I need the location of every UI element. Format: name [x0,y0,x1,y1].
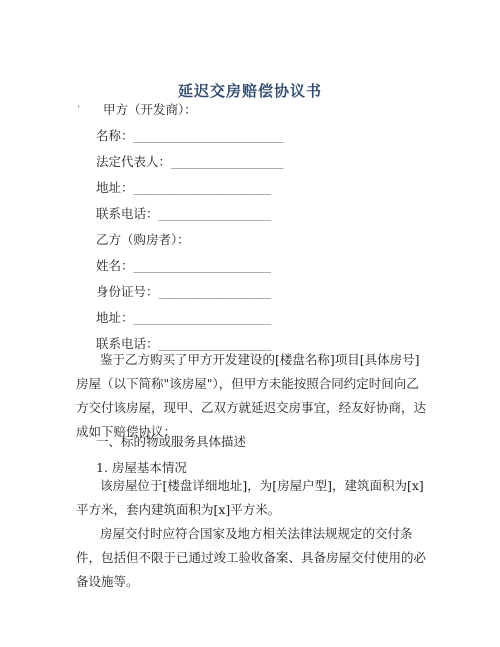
section-heading: 一、标的物或服务具体描述 [96,434,247,449]
party-b-id-blank: __________________ [158,284,272,299]
party-b-heading: 乙方（购房者）： [96,232,190,247]
party-b-phone-label: 联系电话： [96,336,159,351]
party-b-address-label: 地址： [96,310,134,325]
party-b-name-blank: ______________________ [133,258,272,273]
party-a-phone-blank: __________________ [158,206,272,221]
delivery-conditions-text: 房屋交付时应符合国家及地方相关法律法规规定的交付条件，包括但不限于已通过竣工验收备案、具备房屋交付使用的必备设施等。 [76,526,427,589]
party-a-rep-row [96,152,284,170]
party-b-address-row [96,308,271,326]
document-title: 延迟交房赔偿协议书 [177,82,322,100]
party-a-name-row [96,126,284,144]
party-a-phone-label: 联系电话： [96,206,159,221]
party-b-id-label: 身份证号： [96,284,159,299]
subsection-heading: 1. 房屋基本情况 [96,460,187,475]
party-a-address-label: 地址： [96,180,134,195]
party-b-address-blank: ______________________ [133,310,272,325]
intro-paragraph [76,348,426,444]
party-a-address-blank: ______________________ [133,180,272,195]
party-b-id-row [96,282,271,300]
party-a-address-row [96,178,271,196]
house-location-paragraph [76,474,426,522]
party-a-name-label: 名称： [96,128,134,143]
party-a-phone-row [96,204,271,222]
party-b-name-label: 姓名： [96,258,134,273]
party-a-name-blank: ________________________ [133,128,284,143]
party-a-rep-label: 法定代表人： [96,154,172,169]
party-b-name-row [96,256,271,274]
delivery-conditions-paragraph [76,522,426,594]
intro-text: 鉴于乙方购买了甲方开发建设的[楼盘名称]项目[具体房号]房屋（以下简称"该房屋"），但甲方未能按照合同约定时间向乙方交付该房屋，现甲、乙双方就延迟交房事宜，经友好协商，达成如下赔偿协议： [76,352,427,439]
house-location-text: 该房屋位于[楼盘详细地址]，为[房屋户型]，建筑面积为[x]平方米，套内建筑面积为[x]平方米。 [76,478,424,517]
bullet-dot: · [77,102,81,113]
party-b-phone-blank: __________________ [158,336,272,351]
party-a-rep-blank: __________________ [171,154,284,169]
party-a-heading: 甲方（开发商）： [103,102,197,117]
